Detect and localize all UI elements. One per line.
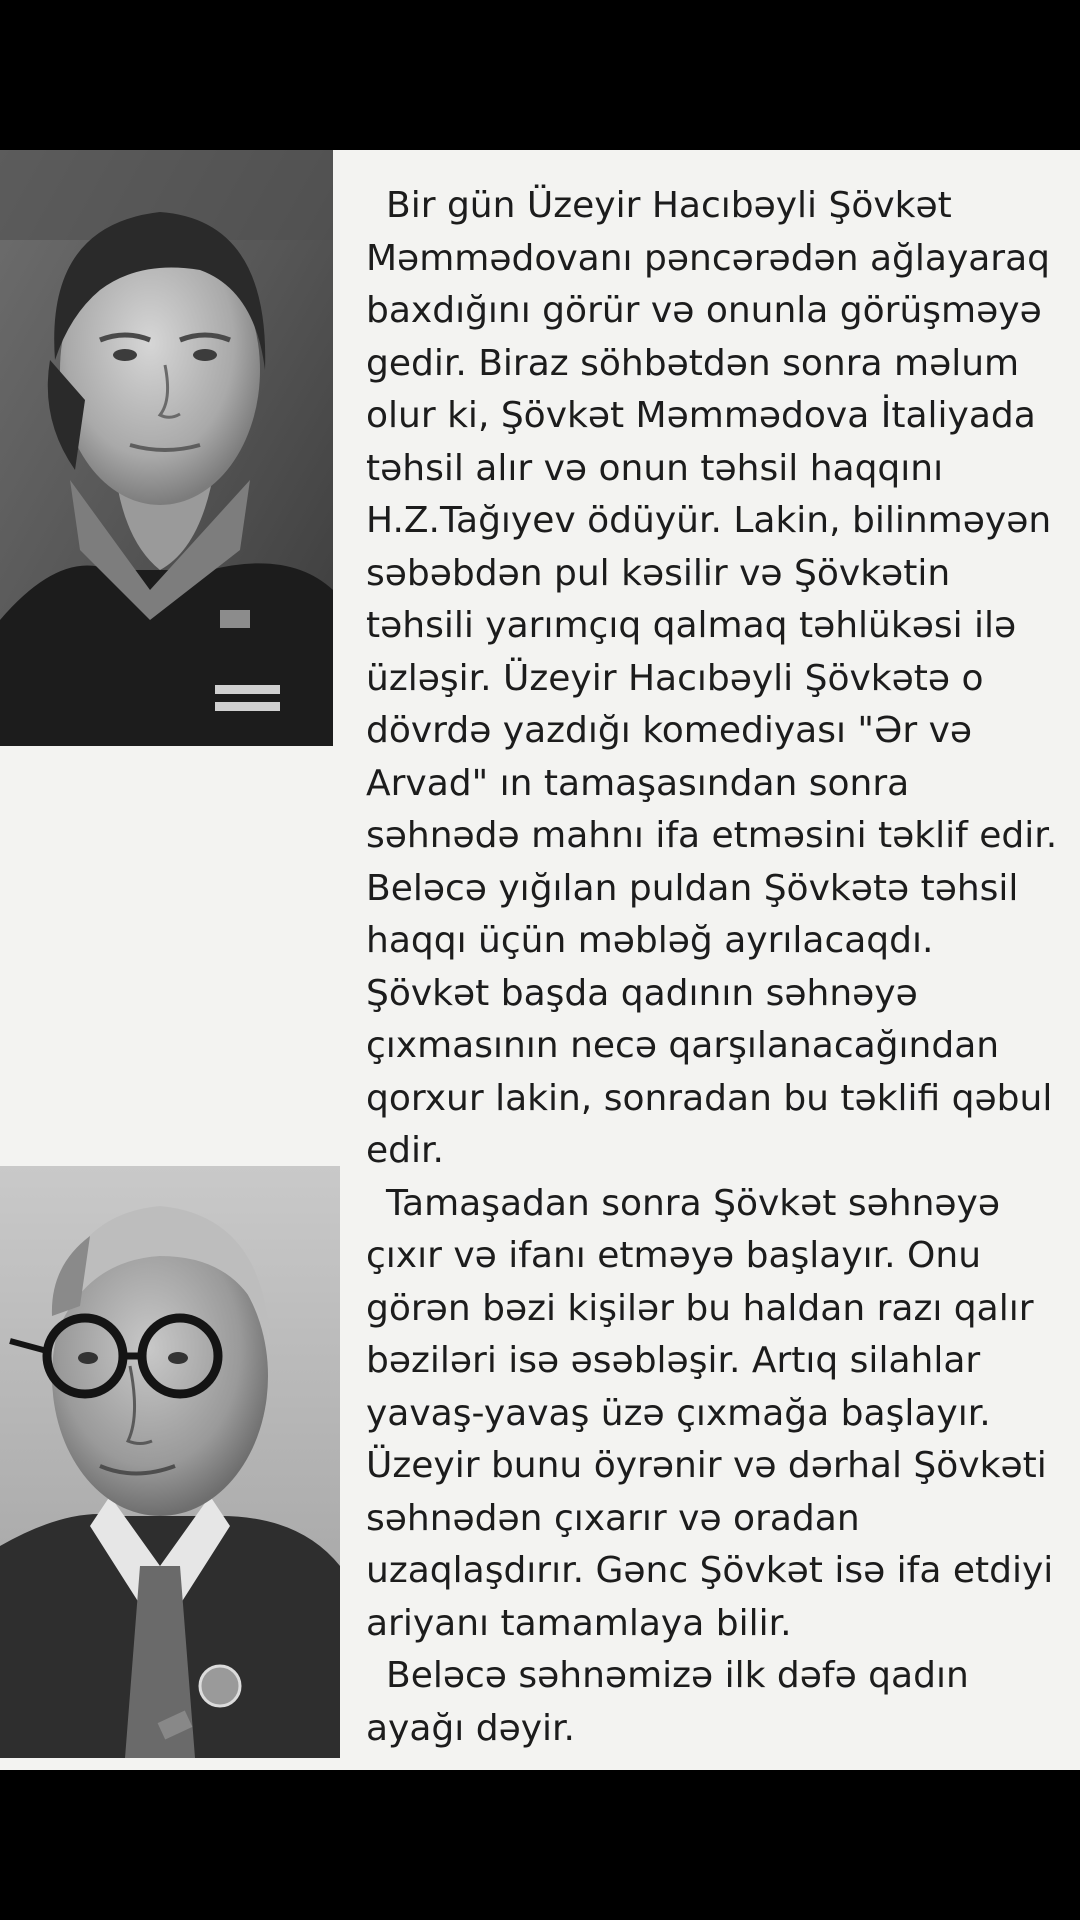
story-paragraph: Tamaşadan sonra Şövkət səhnəyə çıxır və ifanı etməyə başlayır. Onu görən bəzi kişilər bu haldan razı qalır bəziləri isə əsəbləşir. Artıq silahlar yavaş-yavaş üzə çıxmağa başlayır. Üzeyir bunu öyrənir və dərhal Şövkəti səhnədən çıxarır və oradan uzaqlaşdırır. Gənc Şövkət isə ifa etdiyi ariyanı tamamlaya bilir. <box>366 1182 1054 1644</box>
story-text <box>366 180 1066 1755</box>
portrait-photo-man <box>0 1166 340 1758</box>
portrait-photo-woman <box>0 150 333 746</box>
story-paragraph: Bir gün Üzeyir Hacıbəyli Şövkət Məmmədovanı pəncərədən ağlayaraq baxdığını görür və onunla görüşməyə gedir. Biraz söhbətdən sonra məlum olur ki, Şövkət Məmmədova İtaliyada təhsil alır və onun təhsil haqqını H.Z.Tağıyev ödüyür. Lakin, bilinməyən səbəbdən pul kəsilir və Şövkətin təhsili yarımçıq qalmaq təhlükəsi ilə üzləşir. Üzeyir Hacıbəyli Şövkətə o dövrdə yazdığı komediyası "Ər və Arvad" ın tamaşasından sonra səhnədə mahnı ifa etməsini təklif edir. Beləcə yığılan puldan Şövkətə təhsil haqqı üçün məbləğ ayrılacaqdı. Şövkət başda qadının səhnəyə çıxmasının necə qarşılanacağından qorxur lakin, sonradan bu təklifi qəbul edir. <box>366 185 1058 1171</box>
article-page <box>0 150 1080 1770</box>
story-paragraph: Beləcə səhnəmizə ilk dəfə qadın ayağı dəyir. <box>366 1655 969 1749</box>
